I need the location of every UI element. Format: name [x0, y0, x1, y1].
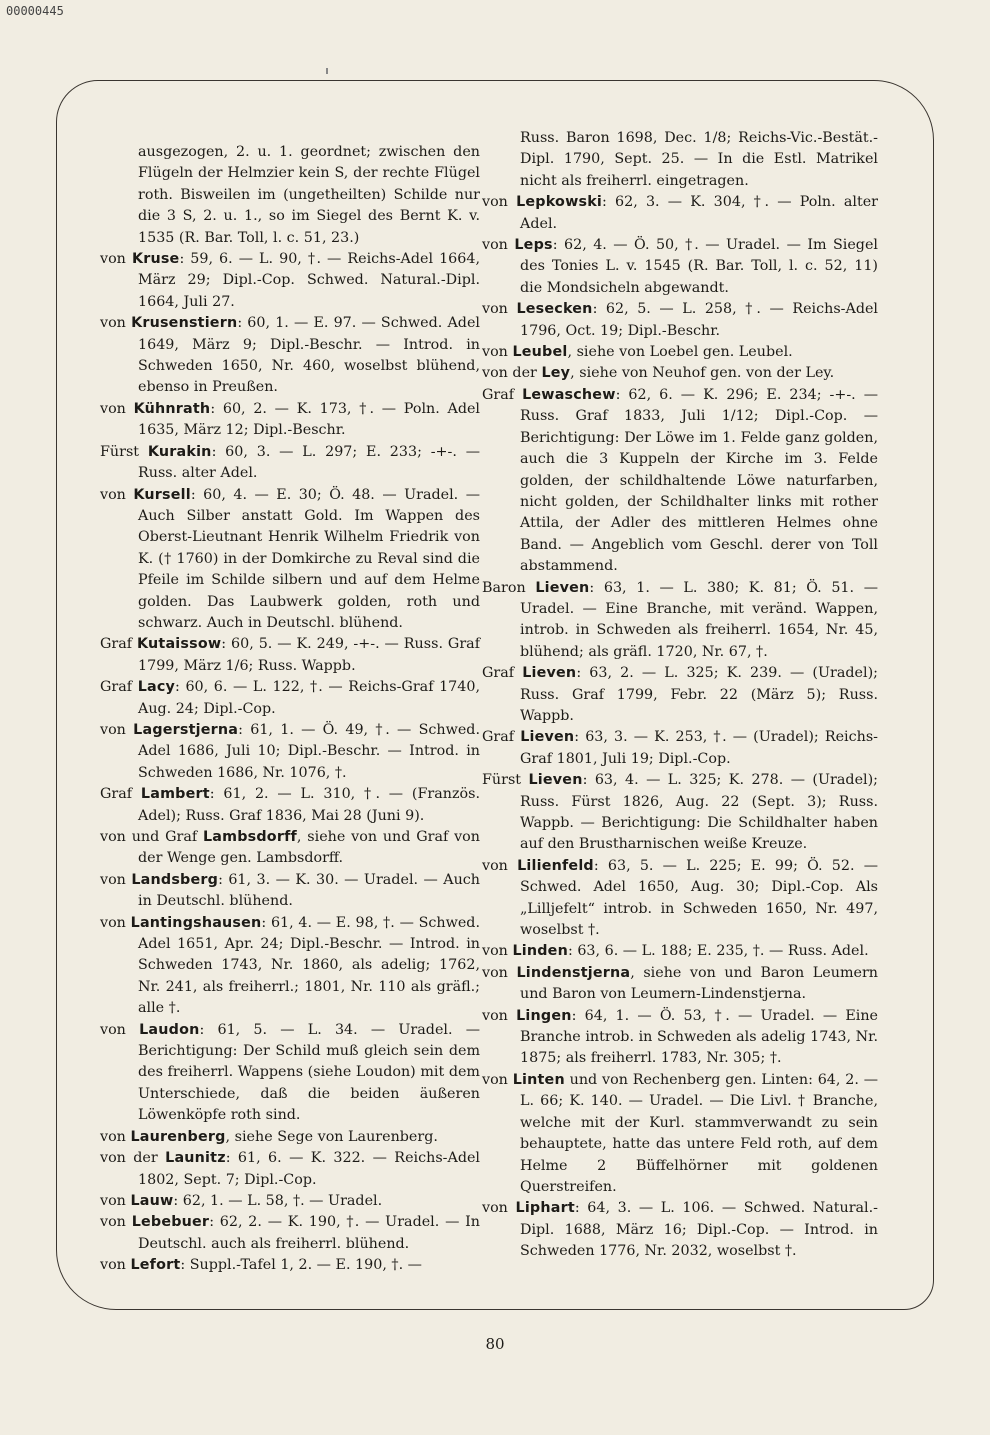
entry-prefix: von	[482, 943, 508, 960]
entry-text: , siehe von Loebel gen. Leubel.	[567, 344, 793, 361]
entry-name: Landsberg	[131, 871, 219, 888]
entry-name: Lindenstjerna	[516, 964, 631, 981]
entry-text: , siehe von und Graf von der Wenge gen. Lambsdorff.	[138, 829, 480, 867]
entry	[100, 142, 480, 249]
entry-text: : 61, 5. — L. 34. — Uradel. — Berichtigung: Der Schild muß gleich sein dem des freiherrl. Wappens (siehe Loudon) mit dem Unterschiede, daß die beiden äußeren Löwenköpfe roth sind.	[138, 1021, 481, 1124]
entry-text: : Suppl.-Tafel 1, 2. — E. 190, †. —	[180, 1257, 422, 1274]
entry	[482, 385, 878, 578]
entry-text: : 63, 3. — K. 253, †. — (Uradel); Reichs-Graf 1801, Juli 19; Dipl.-Cop.	[520, 729, 879, 767]
ink-mark	[326, 68, 328, 74]
entry-prefix: von	[100, 1021, 126, 1038]
entry-name: Lantingshausen	[130, 914, 262, 931]
entry	[100, 1255, 480, 1276]
entry-prefix: Graf	[100, 786, 133, 803]
entry	[100, 1020, 480, 1127]
entry-text: : 60, 3. — L. 297; E. 233; -+-. — Russ. alter Adel.	[138, 443, 481, 482]
entry	[482, 299, 878, 342]
entry-prefix: von	[100, 486, 126, 503]
entry	[482, 727, 878, 770]
entry-name: Lebebuer	[131, 1214, 210, 1231]
entry-prefix: von	[100, 1128, 126, 1145]
entry-text: : 62, 5. — L. 258, †. — Reichs-Adel 1796, Oct. 19; Dipl.-Beschr.	[520, 301, 879, 339]
entry-name: Lauw	[130, 1192, 174, 1209]
entry-name: Linten	[512, 1071, 565, 1088]
entry	[482, 941, 878, 962]
entry-text: , siehe von Neuhof gen. von der Ley.	[570, 365, 835, 382]
entry-prefix: Graf	[482, 729, 515, 746]
entry	[482, 663, 878, 727]
entry	[100, 784, 480, 827]
entry	[482, 1198, 878, 1262]
entry-prefix: von	[100, 400, 126, 417]
entry-text: : 64, 1. — Ö. 53, †. — Uradel. — Eine Branche introb. in Schweden als adelig 1743, Nr. 1875; als freiherrl. 1783, Nr. 305; †.	[520, 1007, 879, 1067]
entry	[100, 1148, 480, 1191]
entry-name: Ley	[541, 365, 571, 382]
entry	[482, 342, 878, 363]
entry-name: Lieven	[528, 772, 583, 789]
entry	[100, 485, 480, 635]
entry-name: Lilienfeld	[517, 857, 594, 874]
entry	[482, 235, 878, 299]
entry-prefix: Graf	[482, 386, 515, 403]
entry-prefix: von	[482, 1071, 508, 1088]
entry-text: : 63, 6. — L. 188; E. 235, †. — Russ. Adel.	[567, 943, 869, 960]
entry-prefix: von	[482, 857, 508, 874]
entry-name: Lieven	[520, 729, 575, 746]
entry	[100, 634, 480, 677]
entry-name: Kühnrath	[133, 400, 211, 417]
entry-text: : 60, 2. — K. 173, †. — Poln. Adel 1635, März 12; Dipl.-Beschr.	[138, 400, 480, 439]
entry-name: Kruse	[131, 251, 180, 268]
entry	[482, 1070, 878, 1198]
entry-prefix: von	[100, 251, 126, 268]
entry-prefix: von	[482, 964, 508, 981]
entry-text: : 63, 2. — L. 325; K. 239. — (Uradel); Russ. Graf 1799, Febr. 22 (März 5); Russ. Wappb.	[520, 665, 878, 724]
entry-prefix: von	[482, 194, 508, 211]
entry-name: Kutaissow	[137, 636, 222, 653]
entry-text: : 62, 3. — K. 304, †. — Poln. alter Adel.	[520, 194, 878, 232]
entry-name: Linden	[512, 943, 568, 960]
entry-text: : 60, 5. — K. 249, -+-. — Russ. Graf 1799, März 1/6; Russ. Wappb.	[138, 636, 480, 674]
entry-prefix: von der	[100, 1150, 158, 1167]
entry-name: Lefort	[130, 1257, 181, 1274]
entry-text: , siehe Sege von Laurenberg.	[225, 1128, 438, 1145]
entry-name: Lewaschew	[522, 386, 616, 403]
entry	[482, 770, 878, 856]
entry-name: Lepkowski	[516, 194, 603, 211]
entry	[100, 399, 480, 442]
entry	[100, 870, 480, 913]
entry	[482, 963, 878, 1006]
entry	[100, 677, 480, 720]
entry	[482, 1006, 878, 1070]
entry-name: Kursell	[133, 486, 191, 503]
entry-text: : 63, 4. — L. 325; K. 278. — (Uradel); Russ. Fürst 1826, Aug. 22 (Sept. 3); Russ. Wappb. — Berichtigung: Die Schildhalter haben auf den Brustharnischen weiße Kreuze.	[520, 772, 878, 853]
entry-text: : 62, 4. — Ö. 50, †. — Uradel. — Im Siegel des Tonies L. v. 1545 (R. Bar. Toll, l. c. 52, 11) die Mondsicheln abgewandt.	[520, 237, 878, 296]
entry-prefix: von der	[482, 365, 537, 382]
entry-name: Liphart	[515, 1200, 575, 1217]
entry-text: : 64, 3. — L. 106. — Schwed. Natural.-Dipl. 1688, März 16; Dipl.-Cop. — Introd. in Schweden 1776, Nr. 2032, woselbst †.	[520, 1200, 879, 1260]
entry-name: Leps	[514, 237, 553, 254]
entry-text: ausgezogen, 2. u. 1. geordnet; zwischen den Flügeln der Helmzier kein S, der rechte Flügel roth. Bisweilen im (ungetheilten) Schilde nur die 3 S, 2. u. 1., so im Siegel des Bernt K. v. 1535 (R. Bar. Toll, l. c. 51, 23.)	[138, 144, 480, 246]
entry-text: : 61, 4. — E. 98, †. — Schwed. Adel 1651, Apr. 24; Dipl.-Beschr. — Introd. in Schweden 1743, Nr. 1860, als adelig; 1762, Nr. 241, als freiherrl.; 1801, Nr. 110 als gräfl.; alle †.	[138, 914, 480, 1017]
entry	[100, 1212, 480, 1255]
entry-prefix: von	[482, 344, 508, 361]
entry-prefix: von	[100, 315, 126, 332]
entry-text: : 63, 1. — L. 380; K. 81; Ö. 51. — Uradel. — Eine Branche, mit veränd. Wappen, introb. in Schweden als freiherrl. 1654, Nr. 45, blühend; als gräfl. 1720, Nr. 67, †.	[520, 579, 878, 660]
entry-text: Russ. Baron 1698, Dec. 1/8; Reichs-Vic.-Bestät.-Dipl. 1790, Sept. 25. — In die Estl. Matrikel nicht als freiherrl. eingetragen.	[520, 130, 878, 189]
entry	[100, 442, 480, 485]
entry-text: : 62, 2. — K. 190, †. — Uradel. — In Deutschl. auch als freiherrl. blühend.	[138, 1214, 480, 1252]
entry-prefix: von und Graf	[100, 829, 198, 845]
entry-prefix: Graf	[100, 636, 133, 653]
entry	[482, 856, 878, 942]
entry-text: : 61, 2. — L. 310, †. — (Französ. Adel); Russ. Graf 1836, Mai 28 (Juni 9).	[138, 786, 481, 824]
entry-text: : 60, 4. — E. 30; Ö. 48. — Uradel. — Auch Silber anstatt Gold. Im Wappen des Oberst-Lieutnant Henrik Wilhelm Friedrik von K. († 1760) in der Domkirche zu Reval sind die Pfeile im Schilde silbern und auf dem Helme golden. Das Laubwerk golden, roth und schwarz. Auch in Deutschl. blühend.	[138, 486, 480, 631]
entry-prefix: von	[100, 1192, 126, 1209]
entry-text: : 62, 6. — K. 296; E. 234; -+-. — Russ. Graf 1833, Juli 1/12; Dipl.-Cop. — Berichtigung: Der Löwe im 1. Felde ganz golden, auch die 3 Kuppeln der Kirche im 3. Felde golden, der schildhaltende Löwe naturfarben, nicht golden, der Schildhalter links mit rother Attila, der Adler des mittleren Helmes ohne Band. — Angeblich vom Geschl. derer von Toll abstammend.	[520, 386, 878, 575]
entry	[482, 128, 878, 192]
entry-prefix: von	[100, 1257, 126, 1274]
entry-text: : 60, 1. — E. 97. — Schwed. Adel 1649, März 9; Dipl.-Beschr. — Introd. in Schweden 1650, Nr. 460, woselbst blühend, ebenso in Preußen.	[138, 315, 480, 396]
entry-name: Leubel	[512, 344, 568, 361]
entry	[100, 913, 480, 1020]
entry-prefix: von	[482, 301, 508, 318]
entry-prefix: Baron	[482, 579, 526, 596]
entry-text: : 59, 6. — L. 90, †. — Reichs-Adel 1664, März 29; Dipl.-Cop. Schwed. Natural.-Dipl. 1664, Juli 27.	[138, 251, 481, 310]
entry	[482, 192, 878, 235]
entry-name: Lingen	[516, 1007, 572, 1024]
entry-text: : 61, 3. — K. 30. — Uradel. — Auch in Deutschl. blühend.	[138, 871, 480, 910]
entry-name: Kurakin	[147, 443, 212, 460]
entry-text: : 63, 5. — L. 225; E. 99; Ö. 52. — Schwed. Adel 1650, Aug. 30; Dipl.-Cop. Als „Lilljefelt“ introb. in Schweden 1650, Nr. 497, woselbst †.	[520, 857, 878, 939]
entry-name: Launitz	[165, 1150, 226, 1167]
entry-text: : 61, 1. — Ö. 49, †. — Schwed. Adel 1686, Juli 10; Dipl.-Beschr. — Introd. in Schweden 1686, Nr. 1076, †.	[138, 721, 481, 781]
entry-prefix: von	[100, 914, 126, 931]
entry-prefix: von	[482, 1200, 508, 1217]
entry	[100, 1191, 480, 1212]
entry-prefix: von	[482, 1007, 508, 1024]
right-column	[482, 128, 878, 1263]
entry	[100, 249, 480, 313]
entry-prefix: Fürst	[100, 443, 140, 460]
entry-prefix: von	[100, 721, 126, 738]
entry-name: Krusenstiern	[131, 315, 238, 332]
entry-prefix: Graf	[100, 679, 133, 696]
entry	[100, 720, 480, 784]
entry-name: Lieven	[522, 665, 577, 682]
entry-text: : 60, 6. — L. 122, †. — Reichs-Graf 1740, Aug. 24; Dipl.-Cop.	[138, 679, 481, 717]
entry-text: : 61, 6. — K. 322. — Reichs-Adel 1802, Sept. 7; Dipl.-Cop.	[138, 1150, 480, 1188]
entry	[482, 578, 878, 664]
entry-text: , siehe von und Baron Leumern und Baron von Leumern-Lindenstjerna.	[520, 964, 879, 1003]
entry	[482, 363, 878, 384]
entry-prefix: von	[482, 237, 508, 254]
scan-id: 00000445	[6, 4, 64, 18]
entry-name: Lambsdorff	[202, 829, 297, 845]
entry-name: Lesecken	[516, 301, 593, 318]
entry-prefix: Graf	[482, 665, 515, 682]
entry-prefix: von	[100, 1214, 126, 1231]
entry	[100, 827, 480, 870]
entry-name: Laurenberg	[130, 1128, 226, 1145]
page-number: 80	[485, 1335, 505, 1353]
entry-name: Lagerstjerna	[133, 721, 239, 738]
entry	[100, 313, 480, 399]
entry-prefix: von	[100, 871, 126, 888]
entry-prefix: Fürst	[482, 772, 522, 789]
left-column	[100, 142, 480, 1277]
entry-name: Lieven	[535, 579, 590, 596]
entry	[100, 1127, 480, 1148]
entry-name: Lacy	[137, 679, 176, 696]
entry-text: : 62, 1. — L. 58, †. — Uradel.	[173, 1192, 383, 1209]
entry-text: und von Rechenberg gen. Linten: 64, 2. — L. 66; K. 140. — Uradel. — Die Livl. † Branche, welche mit der Kurl. stammverwandt zu sein behauptete, hatte das untere Feld roth, auf dem Helme 2 Büffelhörner mit goldenen Querstreifen.	[520, 1071, 878, 1195]
entry-name: Lambert	[140, 786, 210, 803]
entry-name: Laudon	[139, 1021, 200, 1038]
